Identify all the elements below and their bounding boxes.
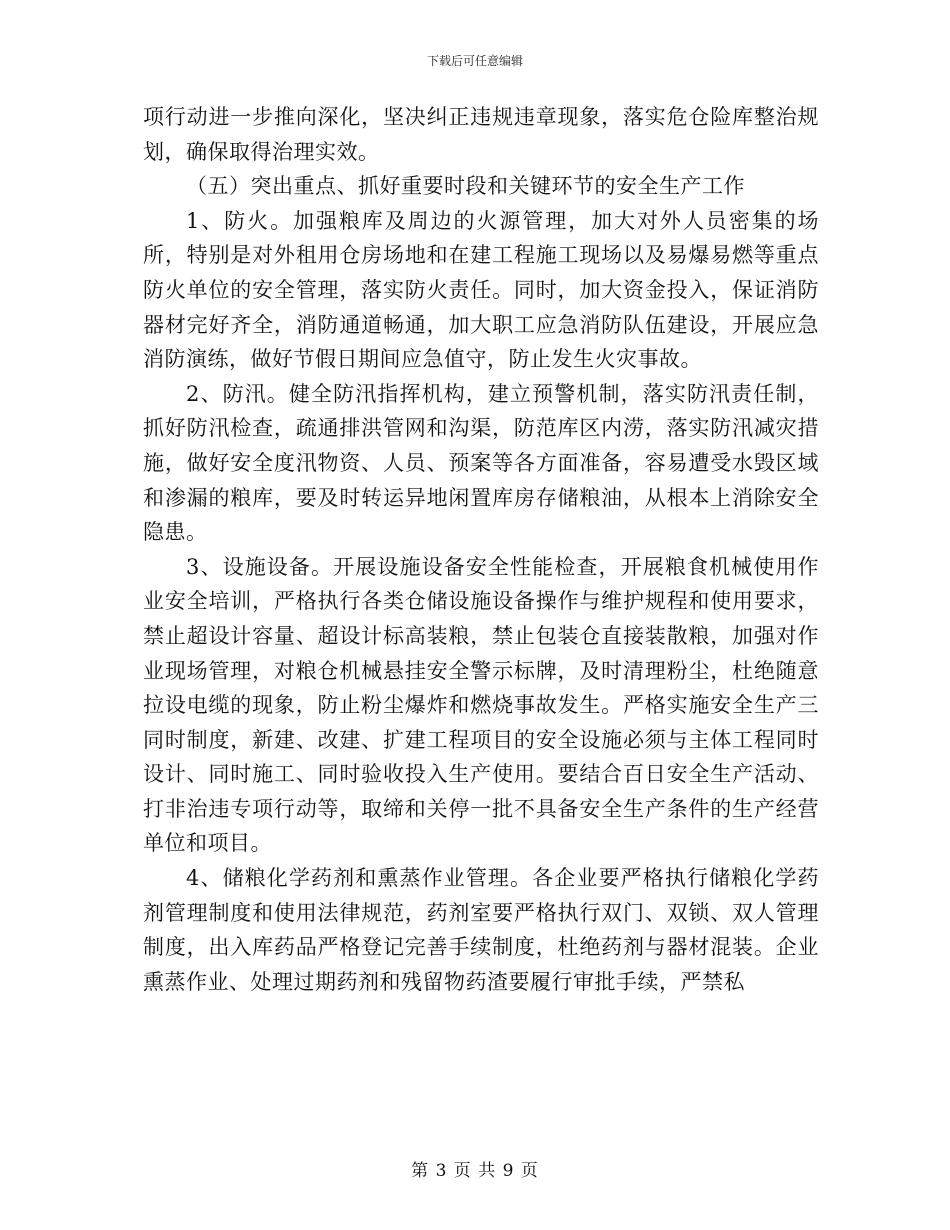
section-heading: （五）突出重点、抓好重要时段和关键环节的安全生产工作 bbox=[186, 174, 745, 199]
paragraph-flood-prevention: 2、防汛。健全防汛指挥机构，建立预警机制，落实防汛责任制，抓好防汛检查，疏通排洪管网和沟渠，防范库区内涝，落实防汛减灾措施，做好安全度汛物资、人员、预案等各方面准备，容易遭受水毁区域和渗漏的粮库，要及时转运异地闲置库房存储粮油，从根本上消除安全隐患。 bbox=[143, 381, 819, 545]
page-number: 第 3 页 共 9 页 bbox=[411, 1161, 539, 1181]
header-note: 下载后可任意编辑 bbox=[426, 54, 523, 68]
paragraph-continuation: 项行动进一步推向深化，坚决纠正违规违章现象，落实危仓险库整治规划，确保取得治理实效。 bbox=[143, 105, 819, 164]
document-body bbox=[143, 100, 819, 999]
paragraph-chemical-fumigation: 4、储粮化学药剂和熏蒸作业管理。各企业要严格执行储粮化学药剂管理制度和使用法律规范，药剂室要严格执行双门、双锁、双人管理制度，出入库药品严格登记完善手续制度，杜绝药剂与器材混装。企业熏蒸作业、处理过期药剂和残留物药渣要履行审批手续，严禁私 bbox=[143, 866, 819, 994]
paragraph-facilities-equipment: 3、设施设备。开展设施设备安全性能检查，开展粮食机械使用作业安全培训，严格执行各类仓储设施设备操作与维护规程和使用要求，禁止超设计容量、超设计标高装粮，禁止包装仓直接装散粮，加强对作业现场管理，对粮仓机械悬挂安全警示标牌，及时清理粉尘，杜绝随意拉设电缆的现象，防止粉尘爆炸和燃烧事故发生。严格实施安全生产三同时制度，新建、改建、扩建工程项目的安全设施必须与主体工程同时设计、同时施工、同时验收投入生产使用。要结合百日安全生产活动、打非治违专项行动等，取缔和关停一批不具备安全生产条件的生产经营单位和项目。 bbox=[143, 554, 819, 856]
paragraph-fire-prevention: 1、防火。加强粮库及周边的火源管理，加大对外人员密集的场所，特别是对外租用仓房场地和在建工程施工现场以及易爆易燃等重点防火单位的安全管理，落实防火责任。同时，加大资金投入，保证消防器材完好齐全，消防通道畅通，加大职工应急消防队伍建设，开展应急消防演练，做好节假日期间应急值守，防止发生火灾事故。 bbox=[143, 208, 819, 372]
